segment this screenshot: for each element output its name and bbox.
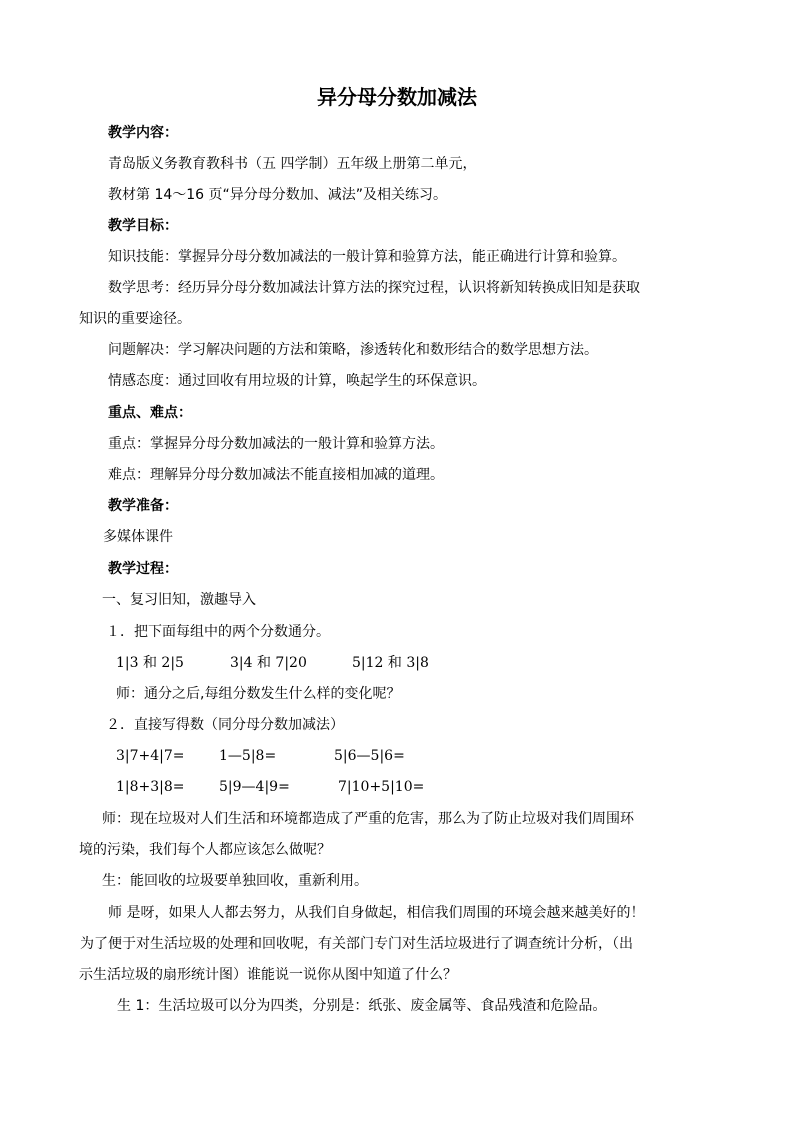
goal-knowledge: 知识技能：掌握异分母分数加减法的一般计算和验算方法，能正确进行计算和验算。 [108, 249, 626, 265]
teacher-talk-3-line-2: 为了便于对生活垃圾的处理和回收呢，有关部门专门对生活垃圾进行了调查统计分析，（出 [80, 936, 633, 952]
task2-instruction: ２．直接写得数（同分母分数加减法） [106, 717, 344, 733]
teacher-question-2-line-1: 师：现在垃圾对人们生活和环境都造成了严重的危害，那么为了防止垃圾对我们周围环 [102, 811, 634, 827]
student-answer-1: 生：能回收的垃圾要单独回收，重新利用。 [102, 873, 368, 889]
expression: 1|8+3|8= [116, 779, 185, 795]
fraction-group: 5|12 和 3|8 [352, 655, 429, 671]
key-heading: 重点、难点： [108, 405, 192, 421]
teacher-talk-3-line-3: 示生活垃圾的扇形统计图）谁能说一说你从图中知道了什么？ [79, 967, 457, 983]
document-title: 异分母分数加减法 [317, 85, 477, 109]
fraction-group: 1|3 和 2|5 [116, 655, 184, 671]
content-line-1: 青岛版义务教育教科书（五 四学制）五年级上册第二单元， [108, 156, 477, 172]
content-heading: 教学内容： [108, 125, 178, 141]
expression: 3|7+4|7= [116, 748, 185, 764]
student-answer-2: 生 1：生活垃圾可以分为四类，分别是：纸张、废金属等、食品残渣和危险品。 [117, 998, 607, 1014]
goals-heading: 教学目标： [108, 218, 178, 234]
expression: 5|9—4|9= [219, 779, 290, 795]
teacher-question-1: 师：通分之后,每组分数发生什么样的变化呢？ [116, 686, 401, 702]
content-line-2: 教材第 14～16 页“异分母分数加、减法”及相关练习。 [108, 187, 448, 203]
expression: 1—5|8= [219, 748, 277, 764]
task1-instruction: １．把下面每组中的两个分数通分。 [106, 624, 330, 640]
goal-math-line-2: 知识的重要途径。 [79, 311, 191, 327]
teacher-question-2-line-2: 境的污染，我们每个人都应该怎么做呢？ [79, 842, 331, 858]
fraction-group: 3|4 和 7|20 [230, 655, 307, 671]
difficult-point: 难点：理解异分母分数加减法不能直接相加减的道理。 [108, 467, 444, 483]
goal-problem: 问题解决：学习解决问题的方法和策略，渗透转化和数形结合的数学思想方法。 [108, 342, 598, 358]
goal-math-line-1: 数学思考：经历异分母分数加减法计算方法的探究过程，认识将新知转换成旧知是获取 [108, 280, 640, 296]
prep-heading: 教学准备： [108, 498, 178, 514]
goal-emotion: 情感态度：通过回收有用垃圾的计算，唤起学生的环保意识。 [108, 373, 486, 389]
expression: 5|6—5|6= [334, 748, 405, 764]
process-heading: 教学过程： [108, 561, 178, 577]
prep-item: 多媒体课件 [103, 529, 173, 545]
expression: 7|10+5|10= [338, 779, 425, 795]
teacher-talk-3-line-1: 师 是呀，如果人人都去努力，从我们自身做起，相信我们周围的环境会越来越美好的！ [108, 905, 645, 921]
step1-heading: 一、复习旧知，激趣导入 [102, 592, 256, 608]
key-point: 重点：掌握异分母分数加减法的一般计算和验算方法。 [108, 436, 444, 452]
